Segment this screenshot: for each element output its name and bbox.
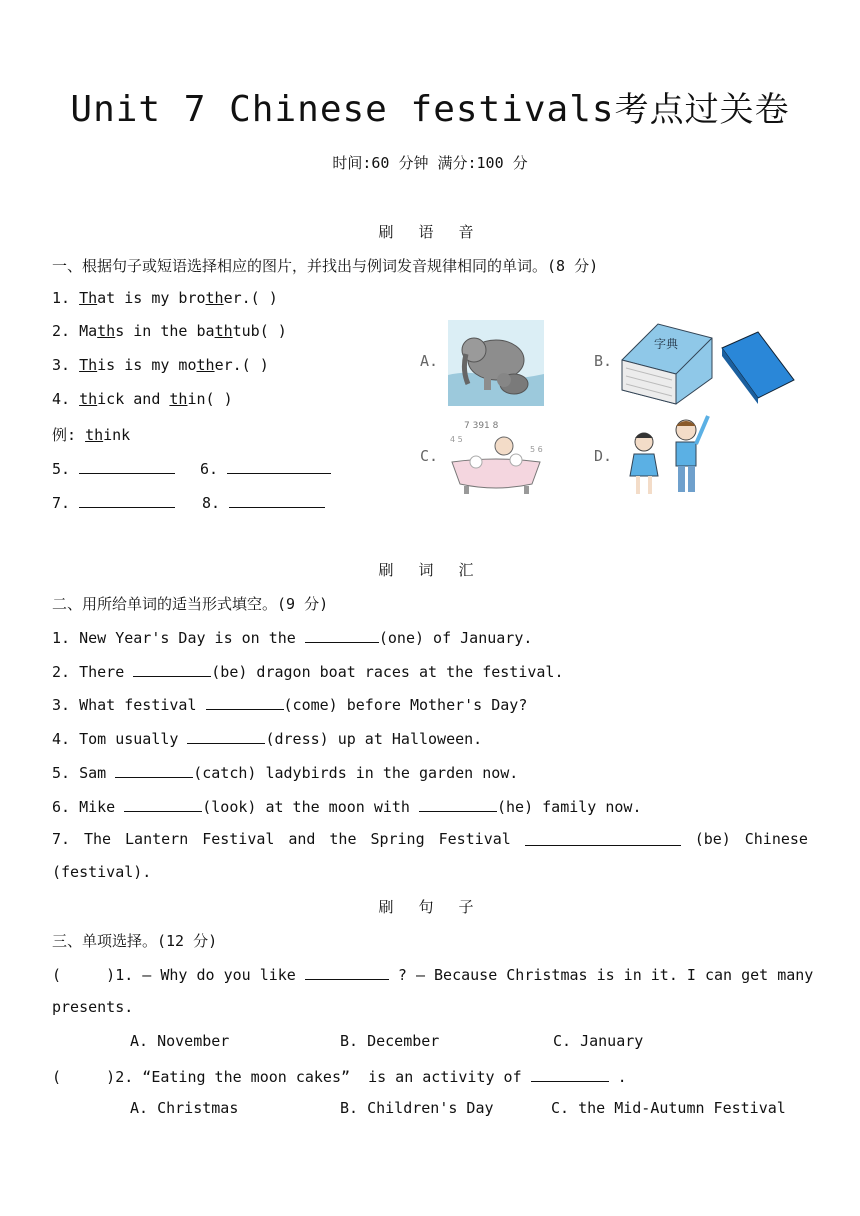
q2-option-c[interactable]: C. the Mid-Autumn Festival (551, 1099, 786, 1117)
phonics-question-4: 4. thick and thin( ) (52, 390, 233, 408)
q2-option-b[interactable]: B. Children's Day (340, 1099, 494, 1117)
vocab-blank-4[interactable] (187, 728, 265, 744)
vocab-question-5: 5. Sam (catch) ladybirds in the garden now. (52, 764, 519, 782)
vocab-question-3: 3. What festival (come) before Mother's Day? (52, 696, 528, 714)
title-english: Unit 7 Chinese festivals (70, 89, 615, 130)
q1-option-c[interactable]: C. January (553, 1032, 644, 1050)
section-heading-vocabulary: 刷 词 汇 (378, 561, 482, 579)
bathtub-picture (446, 412, 546, 498)
vocab-blank-1[interactable] (305, 627, 379, 643)
svg-text:4 5: 4 5 (450, 435, 463, 444)
vocab-blank-6b[interactable] (419, 796, 497, 812)
picture-label-b: B. (594, 352, 613, 370)
choice-question-1: ( )1. — Why do you like ? — Because Christmas is in it. I can get many (52, 966, 814, 984)
picture-label-d: D. (594, 447, 613, 465)
dictionary-picture (618, 318, 798, 406)
q1-option-b[interactable]: B. December (340, 1032, 440, 1050)
time-score-info: 时间:60 分钟 满分:100 分 (332, 154, 528, 172)
vocab-blank-2[interactable] (133, 661, 211, 677)
svg-text:5 6: 5 6 (530, 445, 543, 454)
phonics-question-2: 2. Maths in the bathtub( ) (52, 322, 287, 340)
q1-option-a[interactable]: A. November (130, 1032, 230, 1050)
title-chinese: 考点过关卷 (614, 90, 790, 130)
vocab-question-1: 1. New Year's Day is on the (one) of January. (52, 629, 533, 647)
section-heading-sentences: 刷 句 子 (378, 898, 482, 916)
vocab-question-7: 7. The Lantern Festival and the Spring Festival (be) Chinese (52, 830, 808, 848)
elephant-picture (448, 320, 544, 406)
page-title (0, 82, 860, 131)
section-heading-phonics: 刷 语 音 (378, 223, 482, 241)
section3-instruction: 三、单项选择。(12 分) (52, 932, 218, 950)
choice-blank-2[interactable] (531, 1066, 609, 1082)
choice-blank-1[interactable] (305, 964, 389, 980)
q2-option-a[interactable]: A. Christmas (130, 1099, 239, 1117)
vocab-blank-3[interactable] (206, 694, 284, 710)
answer-blank-8[interactable]: 8. (202, 492, 325, 512)
dictionary-book-text: 字典 (654, 337, 679, 351)
vocab-question-6: 6. Mike (look) at the moon with (he) family now. (52, 798, 642, 816)
vocab-blank-6a[interactable] (124, 796, 202, 812)
picture-label-a: A. (420, 352, 439, 370)
phonics-question-3: 3. This is my mother.( ) (52, 356, 269, 374)
answer-blank-6[interactable]: 6. (200, 458, 331, 478)
choice-question-2: ( )2. “Eating the moon cakes” is an activity of . (52, 1068, 627, 1086)
phonics-example: 例: think (52, 426, 131, 444)
answer-blank-7[interactable]: 7. (52, 492, 175, 512)
section2-instruction: 二、用所给单词的适当形式填空。(9 分) (52, 595, 329, 613)
vocab-blank-7[interactable] (525, 830, 681, 846)
vocab-question-2: 2. There (be) dragon boat races at the festival. (52, 663, 564, 681)
vocab-blank-5[interactable] (115, 762, 193, 778)
picture-label-c: C. (420, 447, 439, 465)
section1-instruction: 一、根据句子或短语选择相应的图片，并找出与例词发音规律相同的单词。(8 分) (52, 257, 599, 275)
answer-blank-5[interactable]: 5. (52, 458, 175, 478)
vocab-question-7-continued: (festival). (52, 863, 152, 881)
phonics-question-1: 1. That is my brother.( ) (52, 289, 278, 307)
choice-question-1-continued: presents. (52, 998, 134, 1016)
vocab-question-4: 4. Tom usually (dress) up at Halloween. (52, 730, 483, 748)
svg-text:7 391 8: 7 391 8 (464, 421, 499, 431)
children-picture (622, 408, 718, 500)
